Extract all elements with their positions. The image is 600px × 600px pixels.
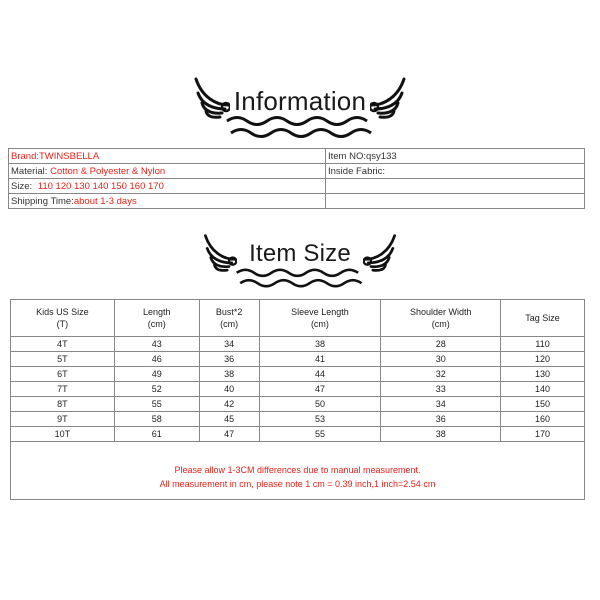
table-cell: 40: [199, 382, 259, 397]
table-row: [11, 427, 585, 442]
column-header: Kids US Size (T): [11, 300, 115, 337]
material-value: Cotton & Polyester & Nylon: [50, 165, 166, 177]
brand-label: Brand:: [11, 150, 39, 162]
table-cell: 58: [114, 412, 199, 427]
empty-cell: [326, 179, 585, 194]
table-cell: 55: [114, 397, 199, 412]
table-cell: 4T: [11, 337, 115, 352]
table-cell: 6T: [11, 367, 115, 382]
measurement-note-line1: Please allow 1-3CM differences due to manual measurement.: [174, 464, 421, 475]
table-cell: 36: [199, 352, 259, 367]
table-cell: 7T: [11, 382, 115, 397]
table-cell: 150: [501, 397, 585, 412]
table-cell: 33: [381, 382, 501, 397]
table-cell: 9T: [11, 412, 115, 427]
table-cell: 34: [199, 337, 259, 352]
table-cell: 44: [259, 367, 381, 382]
table-cell: 38: [259, 337, 381, 352]
right-wing-icon: [370, 75, 408, 119]
info-row: [9, 149, 585, 164]
table-cell: 28: [381, 337, 501, 352]
product-info-table: [8, 148, 585, 209]
item-size-wave-divider: [0, 266, 600, 290]
measurement-note-line2: All measurement in cm, please note 1 cm = 0.39 inch,1 inch=2.54 cm: [159, 478, 436, 489]
table-cell: 38: [381, 427, 501, 442]
table-cell: 46: [114, 352, 199, 367]
item-no-label: Item NO:: [328, 150, 367, 162]
table-cell: 61: [114, 427, 199, 442]
table-row: [11, 352, 585, 367]
measurement-note-cell: [11, 442, 585, 500]
size-table-header-row: [11, 300, 585, 337]
column-header: Tag Size: [501, 300, 585, 337]
brand-value: TWINSBELLA: [39, 150, 100, 162]
size-cell: [9, 179, 326, 194]
material-label: Material:: [11, 165, 51, 177]
wave-divider-icon: [235, 266, 365, 290]
table-cell: 47: [199, 427, 259, 442]
table-cell: 55: [259, 427, 381, 442]
table-cell: 5T: [11, 352, 115, 367]
info-row: [9, 194, 585, 209]
table-cell: 34: [381, 397, 501, 412]
table-cell: 10T: [11, 427, 115, 442]
table-cell: 52: [114, 382, 199, 397]
measurement-note-row: [11, 442, 585, 500]
column-header: Sleeve Length (cm): [259, 300, 381, 337]
column-header: Length (cm): [114, 300, 199, 337]
item-no-cell: [326, 149, 585, 164]
material-cell: [9, 164, 326, 179]
inside-fabric-label: Inside Fabric:: [328, 165, 386, 177]
column-header: Shoulder Width (cm): [381, 300, 501, 337]
table-cell: 41: [259, 352, 381, 367]
table-cell: 110: [501, 337, 585, 352]
shipping-label: Shipping Time:: [11, 195, 74, 207]
information-title: Information: [233, 85, 367, 116]
table-cell: 50: [259, 397, 381, 412]
info-row: [9, 179, 585, 194]
table-cell: 42: [199, 397, 259, 412]
table-cell: 45: [199, 412, 259, 427]
table-cell: 53: [259, 412, 381, 427]
table-cell: 36: [381, 412, 501, 427]
table-cell: 120: [501, 352, 585, 367]
item-size-title: Item Size: [249, 240, 351, 267]
shipping-value: about 1-3 days: [73, 195, 137, 207]
table-row: [11, 412, 585, 427]
empty-cell: [326, 194, 585, 209]
table-cell: 49: [114, 367, 199, 382]
table-cell: 170: [501, 427, 585, 442]
size-value: 110 120 130 140 150 160 170: [37, 180, 164, 192]
left-wing-icon: [192, 75, 230, 119]
inside-fabric-cell: [326, 164, 585, 179]
table-row: [11, 397, 585, 412]
size-label: Size:: [11, 180, 35, 192]
table-cell: 130: [501, 367, 585, 382]
table-cell: 43: [114, 337, 199, 352]
table-row: [11, 337, 585, 352]
table-row: [11, 382, 585, 397]
wave-divider-icon: [225, 114, 375, 140]
table-cell: 38: [199, 367, 259, 382]
table-cell: 32: [381, 367, 501, 382]
table-cell: 47: [259, 382, 381, 397]
table-cell: 8T: [11, 397, 115, 412]
brand-cell: [9, 149, 326, 164]
table-cell: 160: [501, 412, 585, 427]
shipping-cell: [9, 194, 326, 209]
column-header: Bust*2 (cm): [199, 300, 259, 337]
info-row: [9, 164, 585, 179]
item-no-value: qsy133: [366, 150, 397, 162]
table-cell: 30: [381, 352, 501, 367]
size-chart-table: [10, 299, 585, 500]
table-row: [11, 367, 585, 382]
information-wave-divider: [0, 114, 600, 140]
table-cell: 140: [501, 382, 585, 397]
